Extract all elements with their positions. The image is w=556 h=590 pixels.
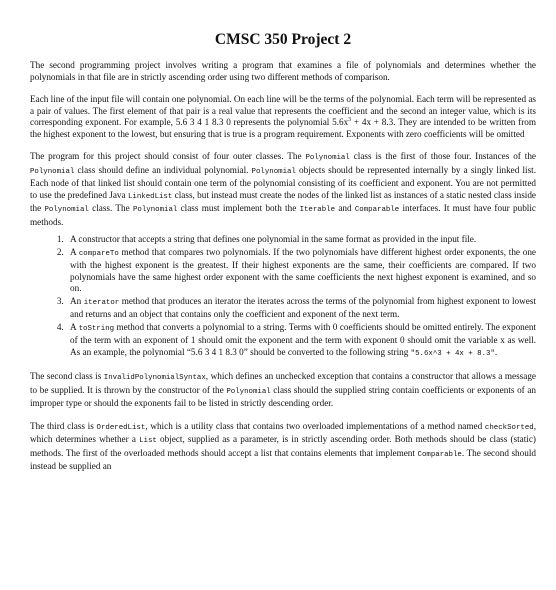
list-item-text: A [70,246,79,257]
methods-list [30,234,536,360]
example-string-code: "5.6x^3 + 4x + 8.3" [410,349,495,358]
class-name-code: OrderedList [96,423,146,432]
list-item-text: An [70,295,84,306]
list-item-text: method that produces an iterator the iterates across the terms of the polynomial from highest exponent to lowest and returns and an object that contains only the coefficient and exponent of the next term. [70,295,536,319]
classes-text: and [335,203,355,213]
class-name-code: Polynomial [251,167,296,176]
class-name-code: Polynomial [305,154,350,162]
classes-text: class, but instead must create the nodes of the linked list as instances of a static nested class inside the [30,189,537,213]
exponent-superscript: 3 [348,117,352,123]
classes-text: objects should be represented internally by a singly linked list. Each node of that linked list should contain one term of the polynomial consisting of its coefficient and exponent. You are not permitted to use the predefined Java [30,164,536,200]
ordered-list-text: , which is a utility class that contains two overloaded implementations of a method named [145,420,485,431]
exception-paragraph [30,371,536,410]
classes-text: class. The [88,203,133,213]
method-name-code: compareTo [78,249,119,258]
ordered-list-paragraph [30,421,536,473]
list-item-compareto [66,247,536,295]
class-name-code: Polynomial [132,206,178,214]
list-item-constructor [66,234,536,246]
list-item-text: . [494,346,498,357]
exception-text: class should the supplied string contain coefficients or exponents of an improper type or should the exponents fail to be listed in strictly descending order. [30,384,537,408]
input-format-paragraph [30,94,536,140]
exception-text: The second class is [30,371,104,381]
list-item-text: method that compares two polynomials. If the two polynomials have different highest order exponents, the one with the highest exponent is the greatest. If their highest exponents are the same, their coefficients are compared. If two polynomials have the same highest order exponent with the same coefficients the next highest exponent is examined, and so on. [70,246,536,293]
list-item-text: A [70,321,79,332]
list-item-iterator [66,296,536,321]
class-name-code: Polynomial [226,387,271,396]
ordered-list-text: The third class is [30,420,97,431]
document-title: CMSC 350 Project 2 [214,31,352,48]
classes-text: class should define an individual polynomial. [74,164,252,175]
classes-paragraph [30,151,536,228]
classes-text: class is the first of those four. Instances of the [349,151,536,161]
classes-text: interfaces. It must have four public methods. [30,203,536,227]
class-name-code: Polynomial [30,167,75,176]
ordered-list-text: , which determines whether a [30,420,536,444]
input-format-text-a: Each line of the input file will contain one polynomial. On each line will be the terms of the polynomial. Each term will be represented as a pair of values. The first element of that pair is a real value that represents the coefficient and the second an integer value, which is its corresponding exponent. For example, 5.6 3 4 1 8.3 0 represents the polynomial 5.6x [30,94,536,127]
intro-paragraph: The second programming project involves writing a program that examines a file of polynomials and determines whether the polynomials in that file are in strictly ascending order using two different methods of comparison. [30,60,536,82]
interface-name-code: Comparable [417,450,462,459]
input-format-text-b: + 4x + 8.3. They are intended to be written from the highest exponent to the lowest, but ensuring that is true is a program requirement. Exponents with zero coefficients will be omitted [30,117,536,139]
classes-text: The program for this project should consist of four outer classes. The [30,151,306,161]
method-name-code: toString [78,324,115,333]
interface-name-code: Iterable [299,206,336,214]
classes-text: class must implement both the [177,203,300,213]
list-item-text: method that converts a polynomial to a string. Terms with 0 coefficients should be omitted entirely. The exponent of the term with an exponent of 1 should omit the exponent and the term with exponent 0 should omit the variable x as well. As an example, the polynomial “5.6 3 4 1 8.3 0” should be converted to the following string [70,321,536,357]
method-name-code: checkSorted [484,423,534,432]
ordered-list-text: . The second should instead be supplied an [30,447,536,471]
method-name-code: iterator [83,298,120,307]
list-item-text: A constructor that accepts a string that defines one polynomial in the same format as provided in the input file. [70,234,477,244]
list-item-tostring [66,322,536,361]
class-name-code: List [139,437,157,445]
interface-name-code: Comparable [354,206,400,214]
exception-text: , which defines an unchecked exception that contains a constructor that allows a message to be supplied. It is thrown by the constructor of the [30,371,536,395]
class-name-code: LinkedList [127,192,173,201]
class-name-code: InvalidPolynomialSyntax [103,374,206,382]
class-name-code: Polynomial [44,206,89,214]
ordered-list-text: object, supplied as a parameter, is in strictly ascending order. Both methods should be class (static) methods. The first of the overloaded methods should accept a list that contains elements that implement [30,434,536,458]
